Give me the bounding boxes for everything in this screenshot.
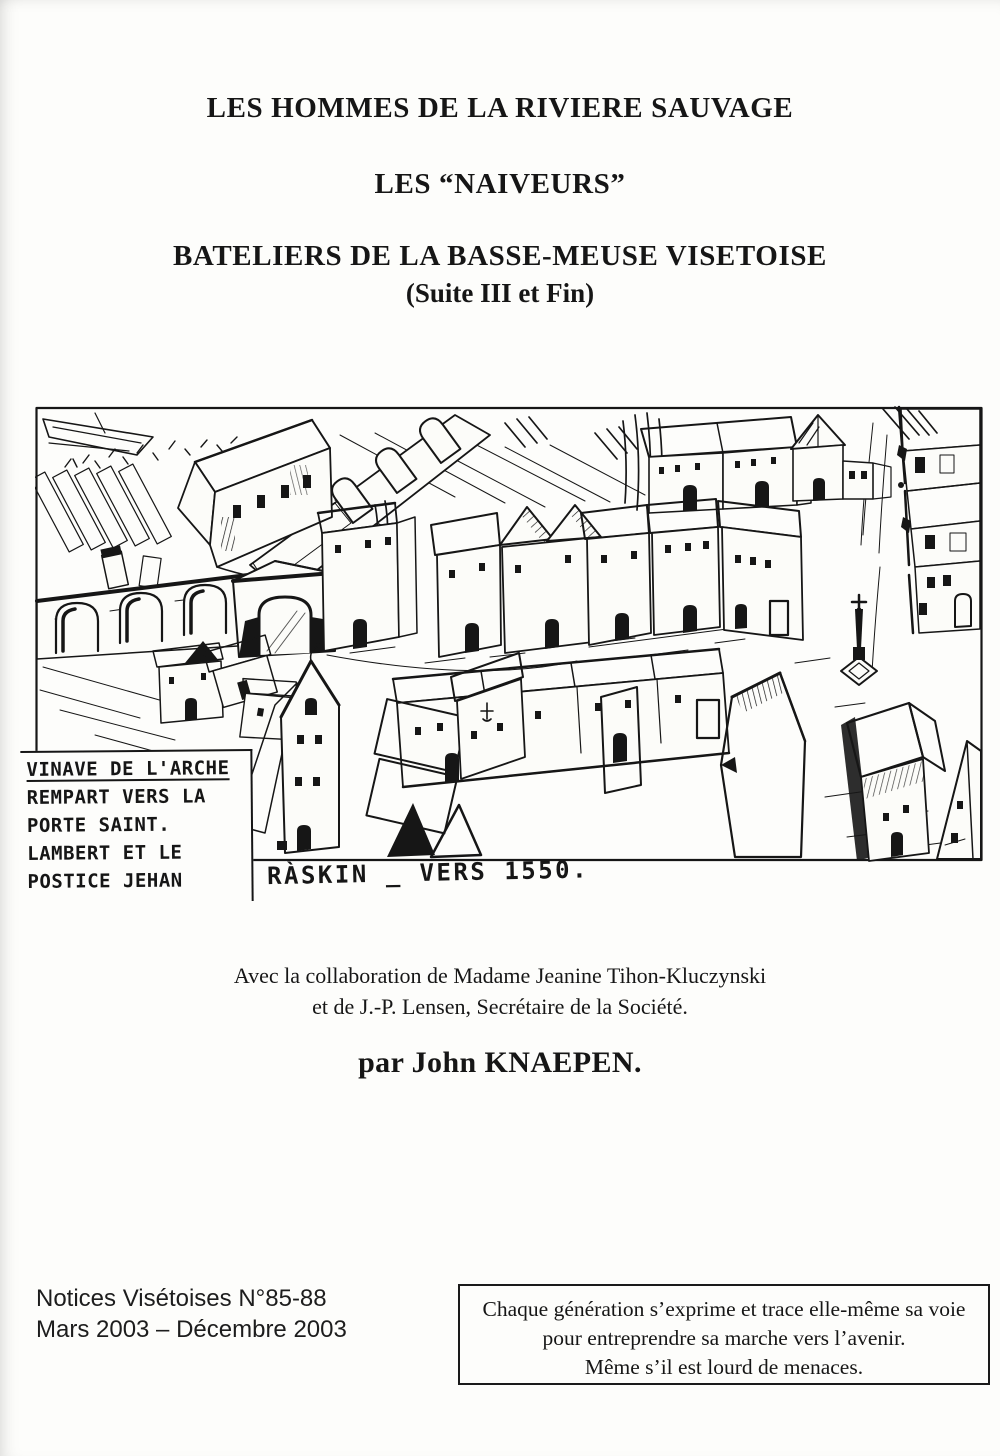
quote-line-2: pour entreprendre sa marche vers l’avenir. xyxy=(542,1326,906,1350)
quote-line-3: Même s’il est lourd de menaces. xyxy=(584,1355,864,1379)
timber-strips xyxy=(35,464,171,589)
issue-info xyxy=(36,1283,347,1345)
author-line: par John KNAEPEN. xyxy=(358,1046,642,1079)
tilted-house-right xyxy=(841,703,945,861)
annotation-line: POSTICE JEHAN xyxy=(27,869,183,893)
boat-sketch xyxy=(43,413,153,455)
title-line-2: LES “NAIVEURS” xyxy=(374,168,626,200)
collaboration-line-2: et de J.-P. Lensen, Secrétaire de la Société. xyxy=(312,994,688,1019)
right-edge-buildings xyxy=(897,407,980,633)
title-line-3: BATELIERS DE LA BASSE-MEUSE VISETOISE xyxy=(172,240,827,272)
arche-gate xyxy=(233,561,335,657)
far-right-gable xyxy=(937,741,981,859)
issue-dates: Mars 2003 – Décembre 2003 xyxy=(36,1316,347,1343)
upper-row-houses xyxy=(641,415,891,513)
cross-monument xyxy=(841,595,877,685)
collaboration-line-1: Avec la collaboration de Madame Jeanine Tihon-Kluczynski xyxy=(233,963,767,988)
title-line-1: LES HOMMES DE LA RIVIERE SAUVAGE xyxy=(206,92,794,124)
annotation-line: LAMBERT ET LE xyxy=(27,841,183,865)
drawing-caption: RÀSKIN _ VERS 1550. xyxy=(266,855,590,891)
issue-number: Notices Visétoises N°85-88 xyxy=(36,1285,327,1312)
title-line-4: (Suite III et Fin) xyxy=(405,278,595,308)
annotation-line: REMPART VERS LA xyxy=(26,785,206,809)
map-annotation-box xyxy=(20,749,253,903)
middle-row-houses xyxy=(318,499,803,657)
annotation-line: PORTE SAINT. xyxy=(26,813,171,837)
annotation-line: VINAVE DE L'ARCHE xyxy=(26,757,230,781)
checkered-wall xyxy=(721,673,805,857)
quote-box xyxy=(458,1284,990,1385)
scribble-row xyxy=(65,437,237,468)
raskin-town-drawing xyxy=(26,405,985,893)
quote-line-1: Chaque génération s’exprime et trace elle-même sa voie xyxy=(482,1297,966,1321)
